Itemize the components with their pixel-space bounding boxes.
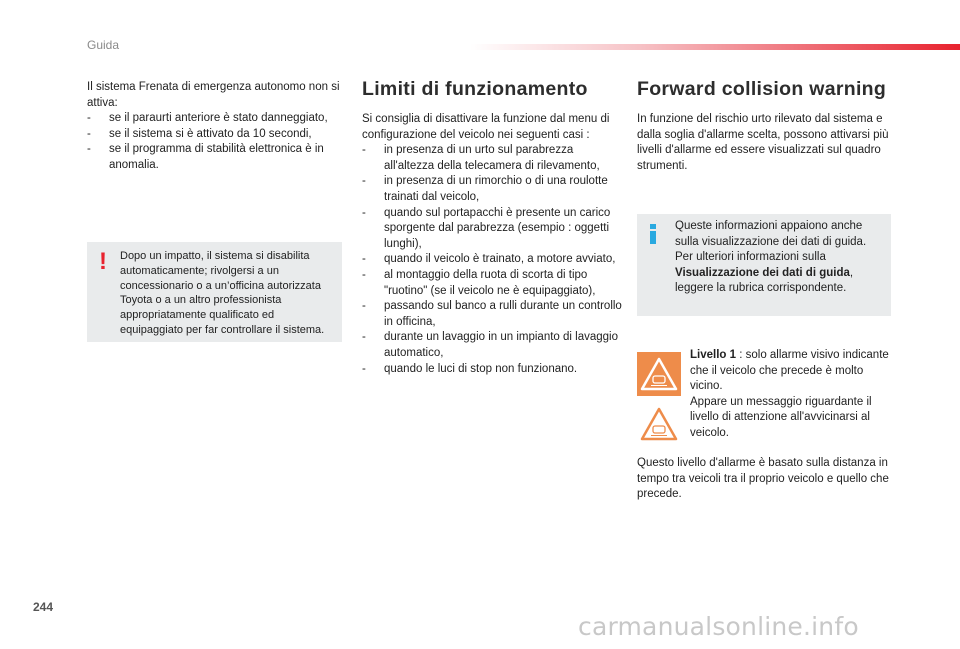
list-item: - quando il veicolo è trainato, a motore avviato, (362, 252, 622, 268)
column-3 (637, 78, 895, 174)
info-box (637, 214, 891, 316)
list-item: - in presenza di un urto sul parabrezza all'altezza della telecamera di rilevamento, (362, 143, 622, 174)
header-gradient-bar (470, 44, 960, 50)
list-item: - quando le luci di stop non funzionano. (362, 362, 622, 378)
list-item: - quando sul portapacchi è presente un carico sporgente dal parabrezza (esempio : oggetti lunghi), (362, 206, 622, 253)
level-basis-text: Questo livello d'allarme è basato sulla distanza in tempo tra veicoli tra il proprio veicolo e quello che precede. (637, 457, 889, 501)
list-item: - se il sistema si è attivato da 10 secondi, (87, 127, 342, 143)
list-item: - se il paraurti anteriore è stato danneggiato, (87, 111, 342, 127)
info-text (675, 219, 885, 297)
watermark: carmanualsonline.info (578, 612, 859, 641)
level-text: : solo allarme visivo indicante che il veicolo che precede è molto vicino. (690, 349, 889, 393)
col2-intro: Si consiglia di disattivare la funzione dal menu di configurazione del veicolo nei seguenti casi : (362, 113, 610, 141)
list-item: - al montaggio della ruota di scorta di tipo "ruotino" (se il veicolo ne è equipaggiato), (362, 268, 622, 299)
warning-text: Dopo un impatto, il sistema si disabilita automaticamente; rivolgersi a un concessionario o a un’officina autorizzata Toyota o a un altro professionista appropriatamente qualificato ed equipaggiato per far controllare il sistema. (120, 250, 325, 336)
info-text-part: , leggere la rubrica corrispondente. (675, 266, 854, 295)
level-label: Livello 1 (690, 349, 737, 361)
list-item: - durante un lavaggio in un impianto di lavaggio automatico, (362, 330, 622, 361)
info-text-part: Queste informazioni appaiono anche sulla visualizzazione dei dati di guida. Per ulteriori informazioni sulla (675, 220, 867, 264)
info-icon (649, 224, 657, 243)
header-title: Guida (87, 38, 120, 52)
column-2 (362, 78, 622, 377)
section-heading-forward-collision: Forward collision warning (637, 78, 887, 100)
exclamation-icon: ! (99, 248, 107, 275)
column-1 (87, 80, 342, 174)
col1-intro: Il sistema Frenata di emergenza autonomo non si attiva: (87, 81, 340, 109)
list-item: - in presenza di un rimorchio o di una roulotte trainati dal veicolo, (362, 174, 622, 205)
col3-intro: In funzione del rischio urto rilevato dal sistema e dalla soglia d'allarme scelta, possono attivarsi più livelli d'allarme ed essere visualizzati sul quadro strumenti. (637, 113, 889, 172)
collision-warning-outline-icon (637, 402, 681, 446)
info-text-bold: Visualizzazione dei dati di guida (675, 266, 850, 279)
list-item: - se il programma di stabilità elettronica è in anomalia. (87, 142, 342, 173)
col2-list (362, 143, 622, 377)
warning-box (87, 242, 342, 342)
section-heading-limits: Limiti di funzionamento (362, 78, 588, 100)
level-1-text (690, 348, 895, 395)
page-number: 244 (33, 600, 54, 614)
list-item: - passando sul banco a rulli durante un controllo in officina, (362, 299, 622, 330)
col1-list (87, 111, 342, 173)
collision-warning-icon (637, 352, 681, 396)
level-1-description (690, 348, 895, 442)
level-1-message: Appare un messaggio riguardante il livello di attenzione all'avvicinarsi al veicolo. (690, 395, 872, 439)
